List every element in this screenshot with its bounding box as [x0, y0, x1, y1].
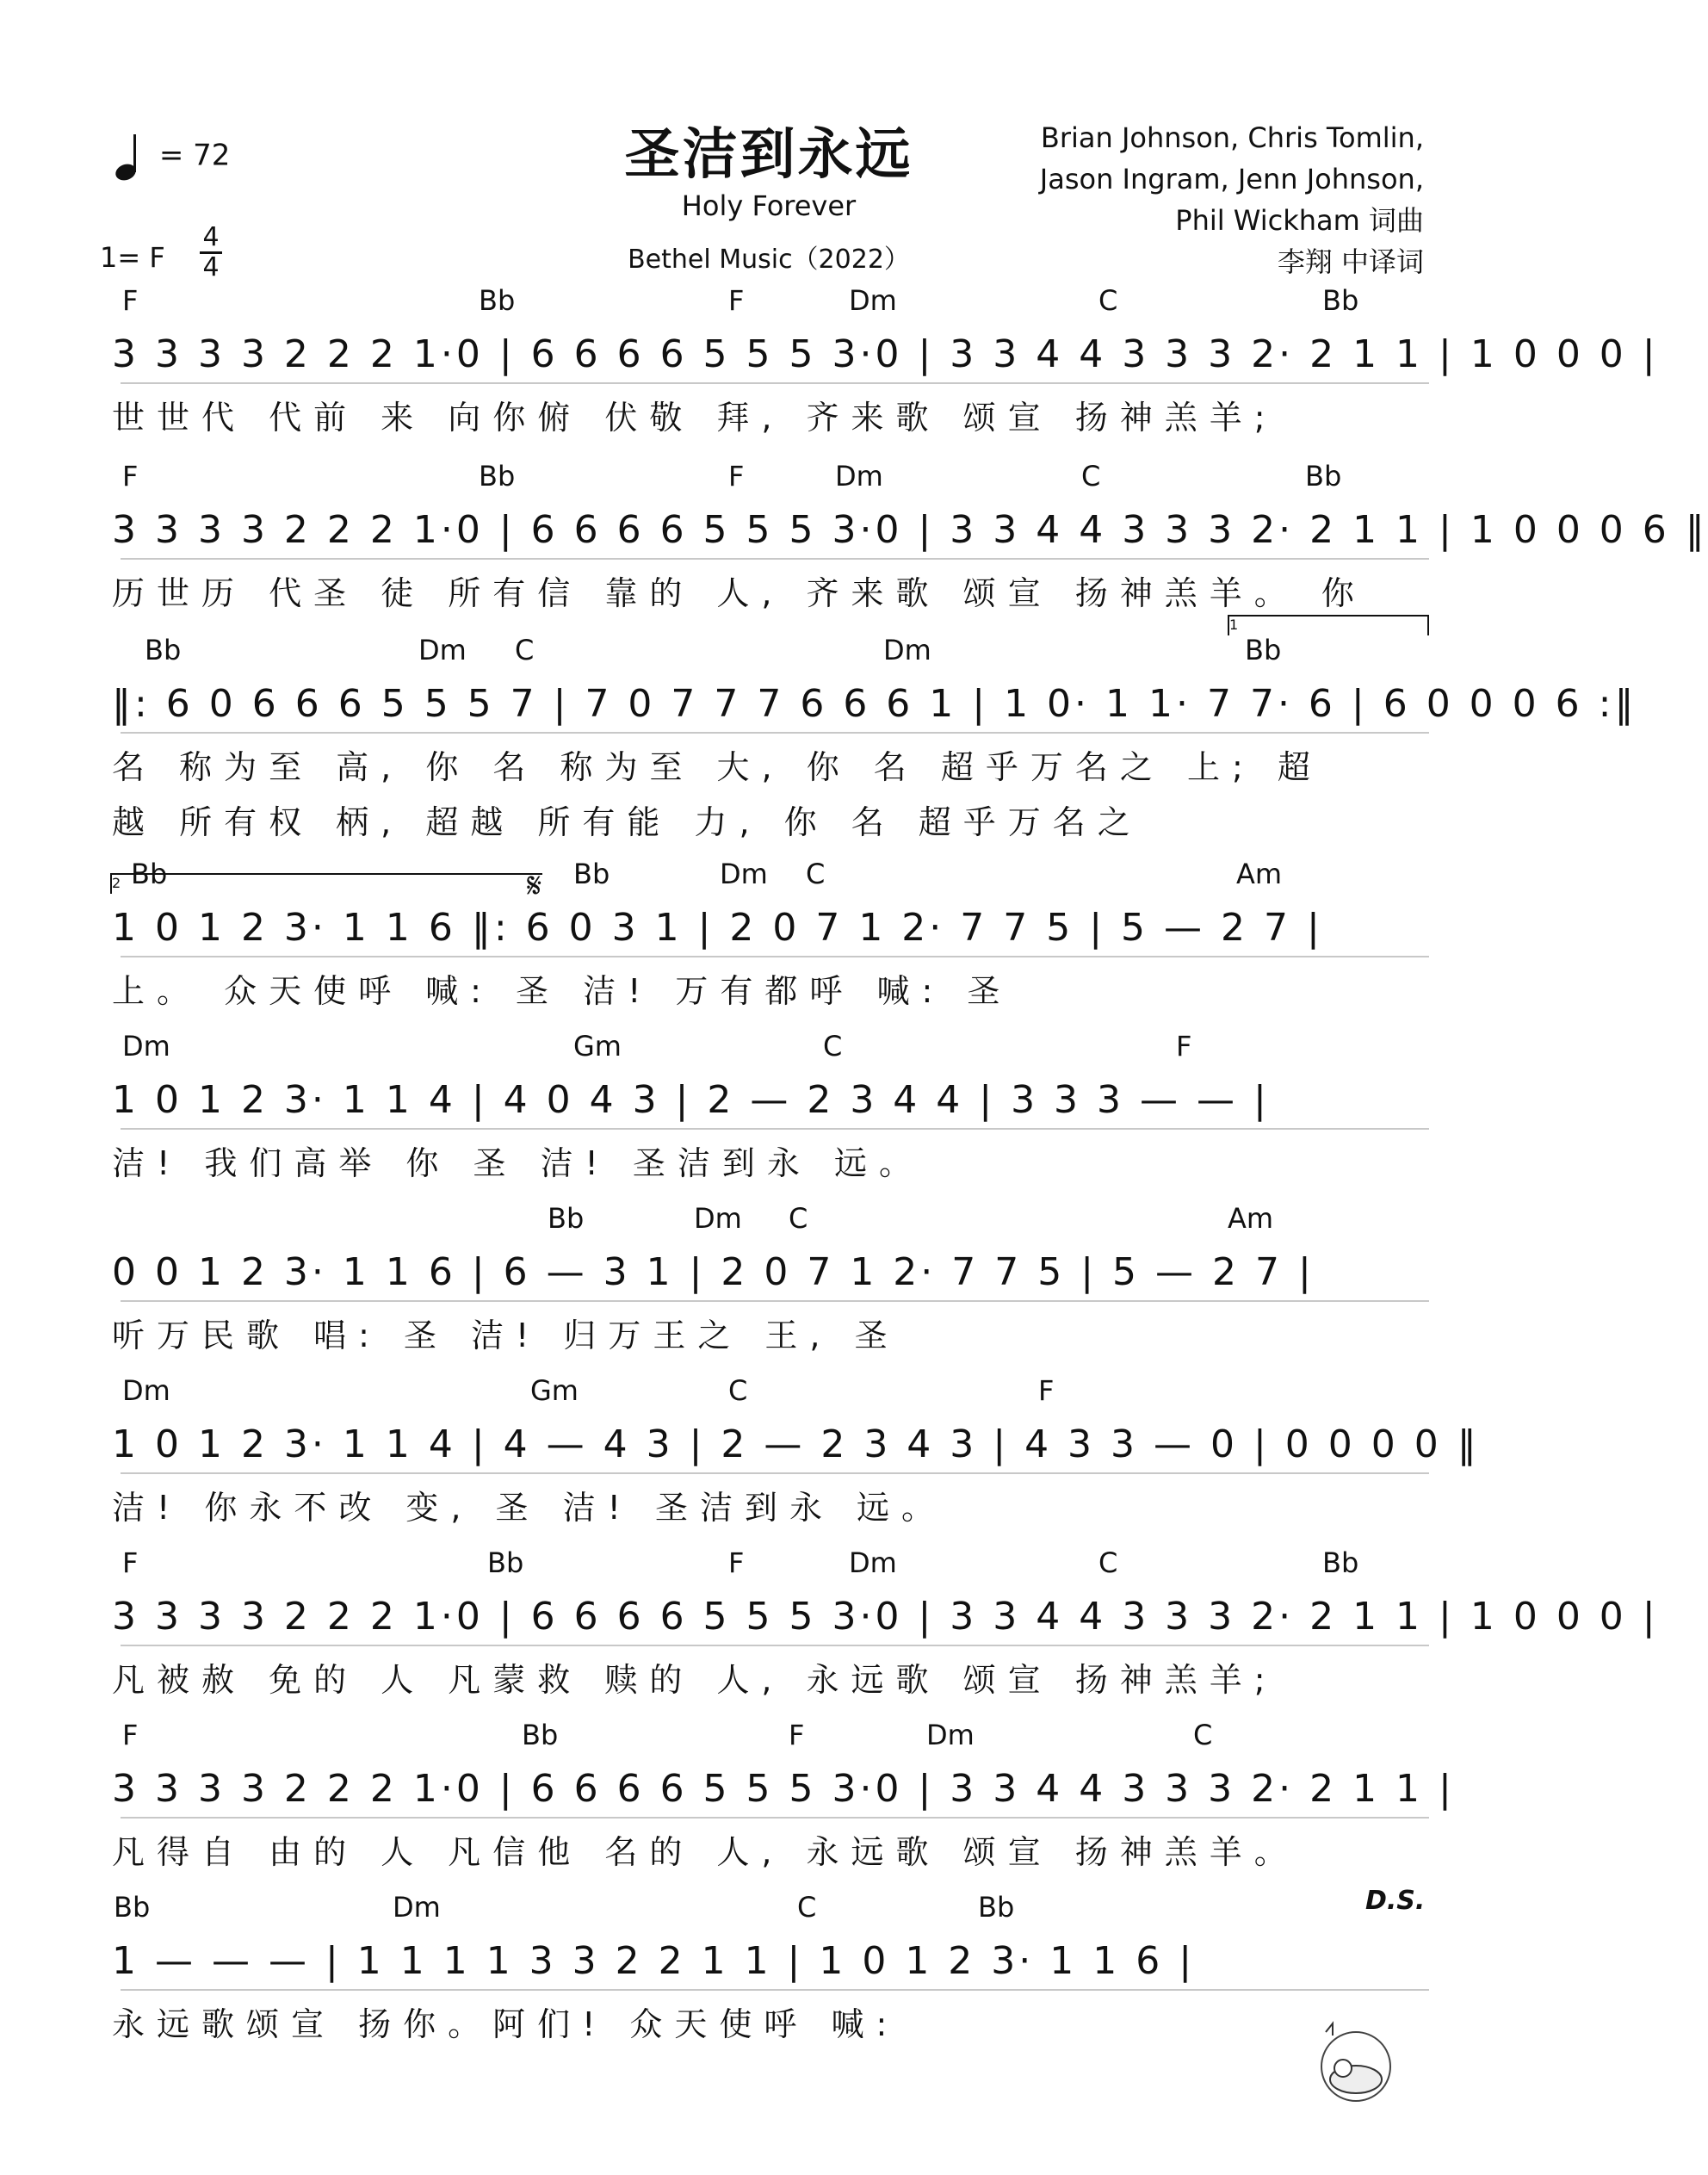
chord-symbol: Bb: [487, 1546, 524, 1579]
beam-line: [121, 558, 1429, 560]
tempo-value: = 72: [158, 138, 231, 173]
beam-line: [121, 1128, 1429, 1130]
chord-symbol: Bb: [479, 284, 516, 317]
lyric-line: 永远歌颂宣 扬你。阿们! 众天使呼 喊:: [112, 2005, 900, 2043]
notation-line: 1 0 1 2 3· 1 1 6 ‖: 6 0 3 1 | 2 0 7 1 2· 7 7 5 | 5 — 2 7 |: [112, 906, 1323, 950]
notation-line: 1 — — — | 1 1 1 1 3 3 2 2 1 1 | 1 0 1 2 3· 1 1 6 |: [112, 1939, 1196, 1983]
chord-symbol: Gm: [573, 1030, 622, 1063]
tempo-marking: [114, 131, 230, 183]
lyric-line: 上。 众天使呼 喊: 圣 洁! 万有都呼 喊: 圣: [112, 972, 1012, 1010]
chord-symbol: Dm: [122, 1374, 170, 1407]
credit-line: Phil Wickham 词曲: [1175, 204, 1424, 237]
chord-symbol: F: [728, 460, 745, 493]
lyric-line: 越 所有权 柄, 超越 所有能 力, 你 名 超乎万名之: [112, 803, 1142, 841]
chord-symbol: Bb: [479, 460, 516, 493]
lyric-line: 凡被赦 免的 人 凡蒙救 赎的 人, 永远歌 颂宣 扬神羔羊;: [112, 1661, 1278, 1699]
chord-symbol: F: [122, 1719, 139, 1751]
credit-line: Jason Ingram, Jenn Johnson,: [1039, 163, 1424, 195]
beam-line: [121, 732, 1429, 734]
chord-symbol: Dm: [883, 634, 931, 666]
chord-symbol: Bb: [1322, 1546, 1359, 1579]
beam-line: [121, 1472, 1429, 1474]
segno-icon: 𝄋: [527, 866, 542, 906]
chord-symbol: Bb: [548, 1202, 585, 1235]
chord-symbol: F: [122, 1546, 139, 1579]
beam-line: [121, 956, 1429, 957]
chord-symbol: Gm: [530, 1374, 579, 1407]
chord-symbol: Dm: [849, 1546, 897, 1579]
notation-line: 1 0 1 2 3· 1 1 4 | 4 — 4 3 | 2 — 2 3 4 3 | 4 3 3 — 0 | 0 0 0 0 ‖: [112, 1422, 1480, 1466]
notation-line: 0 0 1 2 3· 1 1 6 | 6 — 3 1 | 2 0 7 1 2· 7 7 5 | 5 — 2 7 |: [112, 1250, 1315, 1294]
chord-symbol: Bb: [978, 1891, 1015, 1924]
chord-symbol: C: [1193, 1719, 1213, 1751]
chord-symbol: Bb: [1322, 284, 1359, 317]
lyric-line: 历世历 代圣 徒 所有信 靠的 人, 齐来歌 颂宣 扬神羔羊。 你: [112, 574, 1366, 612]
chord-symbol: Bb: [114, 1891, 151, 1924]
logo: [1309, 2015, 1403, 2113]
chord-symbol: Dm: [835, 460, 883, 493]
chord-symbol: C: [1098, 1546, 1118, 1579]
quarter-note-icon: [114, 131, 150, 183]
chord-symbol: Dm: [393, 1891, 441, 1924]
volta-ending: 1: [1228, 615, 1429, 635]
notation-line: 3 3 3 3 2 2 2 1·0 | 6 6 6 6 5 5 5 3·0 | 3 3 4 4 3 3 3 2· 2 1 1 |: [112, 1767, 1455, 1811]
credits: [1040, 117, 1424, 282]
lyric-line: 世世代 代前 来 向你俯 伏敬 拜, 齐来歌 颂宣 扬神羔羊;: [112, 399, 1278, 437]
chord-symbol: C: [1081, 460, 1101, 493]
chord-symbol: F: [728, 1546, 745, 1579]
time-signature-top: 4: [202, 222, 220, 252]
notation-line: ‖: 6 0 6 6 6 5 5 5 7 | 7 0 7 7 7 6 6 6 1 | 1 0· 1 1· 7 7· 6 | 6 0 0 0 6 :‖: [112, 682, 1637, 726]
chord-symbol: F: [1176, 1030, 1192, 1063]
chord-symbol: C: [515, 634, 535, 666]
chord-symbol: Bb: [573, 858, 610, 890]
lyric-line: 听万民歌 唱: 圣 洁! 归万王之 王, 圣: [112, 1317, 900, 1354]
chord-symbol: Dm: [926, 1719, 975, 1751]
chord-symbol: Am: [1228, 1202, 1274, 1235]
chord-symbol: Dm: [849, 284, 897, 317]
chord-symbol: F: [1038, 1374, 1055, 1407]
chord-symbol: Dm: [122, 1030, 170, 1063]
credit-line: 李翔 中译词: [1277, 245, 1424, 278]
chord-symbol: Bb: [131, 858, 168, 890]
publisher: Bethel Music（2022）: [628, 245, 910, 275]
chord-symbol: F: [122, 460, 139, 493]
notation-line: 3 3 3 3 2 2 2 1·0 | 6 6 6 6 5 5 5 3·0 | 3 3 4 4 3 3 3 2· 2 1 1 | 1 0 0 0 |: [112, 1595, 1659, 1639]
chord-symbol: Bb: [145, 634, 182, 666]
song-subtitle: Holy Forever: [681, 189, 857, 222]
chord-symbol: Bb: [1245, 634, 1282, 666]
credit-line: Brian Johnson, Chris Tomlin,: [1040, 121, 1424, 154]
volta-ending: 2: [110, 873, 542, 894]
chord-symbol: Bb: [1305, 460, 1342, 493]
lyric-line: 洁! 我们高举 你 圣 洁! 圣洁到永 远。: [112, 1144, 924, 1182]
chord-symbol: F: [789, 1719, 805, 1751]
chord-symbol: Dm: [418, 634, 467, 666]
dal-segno-marking: D.S.: [1365, 1886, 1426, 1916]
notation-line: 1 0 1 2 3· 1 1 4 | 4 0 4 3 | 2 — 2 3 4 4 | 3 3 3 — — |: [112, 1078, 1270, 1122]
chord-symbol: C: [728, 1374, 748, 1407]
chord-symbol: Dm: [694, 1202, 742, 1235]
chord-symbol: Am: [1236, 858, 1283, 890]
beam-line: [121, 382, 1429, 384]
beam-line: [121, 1300, 1429, 1302]
chord-symbol: C: [823, 1030, 843, 1063]
chord-symbol: C: [789, 1202, 808, 1235]
chord-symbol: Dm: [720, 858, 768, 890]
beam-line: [121, 1989, 1429, 1991]
beam-line: [121, 1817, 1429, 1819]
chord-symbol: F: [122, 284, 139, 317]
chord-symbol: F: [728, 284, 745, 317]
lyric-line: 凡得自 由的 人 凡信他 名的 人, 永远歌 颂宣 扬神羔羊。: [112, 1833, 1299, 1871]
chord-symbol: C: [1098, 284, 1118, 317]
time-signature-bottom: 4: [202, 252, 220, 282]
notation-line: 3 3 3 3 2 2 2 1·0 | 6 6 6 6 5 5 5 3·0 | 3 3 4 4 3 3 3 2· 2 1 1 | 1 0 0 0 |: [112, 332, 1659, 376]
lyric-line: 洁! 你永不改 变, 圣 洁! 圣洁到永 远。: [112, 1489, 947, 1527]
song-title: 圣洁到永远: [624, 123, 913, 187]
chord-symbol: C: [797, 1891, 817, 1924]
chord-symbol: Bb: [522, 1719, 559, 1751]
lyric-line: 名 称为至 高, 你 名 称为至 大, 你 名 超乎万名之 上; 超: [112, 748, 1322, 786]
time-signature: [200, 222, 222, 282]
beam-line: [121, 1645, 1429, 1646]
key-signature: 1= F: [100, 241, 165, 274]
chord-symbol: C: [806, 858, 826, 890]
notation-line: 3 3 3 3 2 2 2 1·0 | 6 6 6 6 5 5 5 3·0 | 3 3 4 4 3 3 3 2· 2 1 1 | 1 0 0 0 6 ‖: [112, 508, 1708, 552]
